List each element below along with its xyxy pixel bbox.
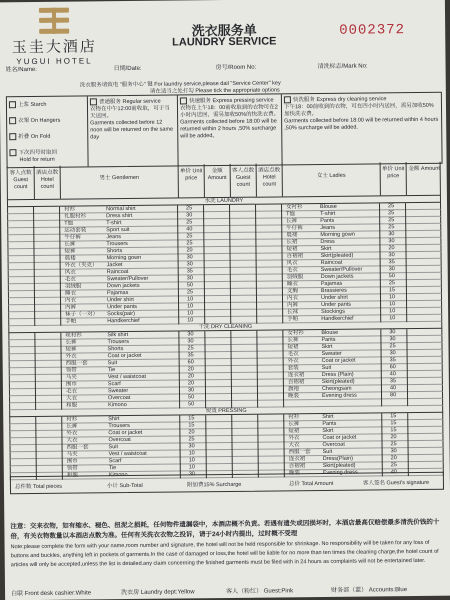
unit-price: 25	[186, 233, 193, 240]
name-field[interactable]: 姓名/Name:	[5, 66, 37, 74]
item-name-en: Pajamas	[320, 280, 343, 287]
item-name-cn: 女衬衫	[287, 330, 304, 337]
item-name-cn: 外衣	[288, 435, 300, 442]
item-name-en: Pants	[321, 336, 336, 343]
item-name-cn: 外衣	[66, 430, 78, 437]
unit-price: 10	[186, 296, 194, 303]
starch-option[interactable]: 上浆 Starch	[9, 100, 85, 109]
item-name-cn: 晚装	[287, 393, 300, 400]
item-name-cn: 和服	[66, 472, 78, 479]
item-name-cn: 西服一套	[288, 449, 311, 456]
date-field[interactable]: 日期/Date:	[113, 65, 142, 73]
unit-price: 30	[388, 231, 395, 238]
item-name-cn: 短裙	[288, 428, 300, 435]
item-name-en: Suit	[321, 364, 332, 371]
tick-note: 请在适当之处打勾 Please tick the appropriate options	[149, 87, 280, 95]
item-name-cn: 大衣	[66, 395, 78, 402]
express-service-option[interactable]: 快速服务 Express pressing service 衣物在上午18：00前收取到的衣物可在2小时内送回，需另加收50%的快洗衣费。 Garments collected before 18:00 will be returned within 2 hours ,50% surcharge will be added。	[177, 94, 282, 165]
item-name-cn: 和服	[66, 402, 78, 409]
item-name-cn: 外衣	[287, 358, 299, 365]
item-name-en: Blouse	[321, 329, 339, 336]
unit-price: 50	[187, 394, 195, 401]
regular-service-option[interactable]: 普通服务 Regular service 衣物在中午12:00前收取，可于当天送回。 Garments collected before 12 noon will be returned on the same day	[87, 95, 178, 166]
unit-price: 30	[388, 252, 395, 259]
item-name-en: Evening dress	[321, 392, 357, 399]
unit-price: 35	[187, 352, 194, 359]
item-name-en: Skirt	[321, 343, 333, 350]
form-title-en: LAUNDRY SERVICE	[172, 35, 277, 49]
item-name-cn: 手帕	[287, 316, 299, 323]
item-name-cn: 长袜	[287, 309, 299, 316]
item-name-en: Handkerchief	[107, 317, 140, 325]
item-name-en: Vest / waistcoat	[108, 450, 147, 458]
item-name-cn: 衬衫	[288, 414, 300, 421]
item-name-cn: 马夹	[65, 374, 77, 381]
unit-price: 35	[388, 259, 395, 266]
item-name-cn: 风衣	[286, 260, 298, 267]
item-name-cn: 牛仔裤	[64, 234, 81, 241]
item-name-cn: 连衣裙	[288, 456, 306, 463]
item-name-cn: 晚装	[288, 470, 300, 477]
unit-price: 10	[389, 301, 396, 308]
section-dry-cleaning: 干洗 DRY CLEANING	[8, 322, 442, 334]
item-name-en: Jacket	[106, 262, 123, 269]
item-name-cn: 毛衣	[286, 267, 298, 274]
item-name-en: Skirt(pleated)	[320, 252, 354, 259]
col-guest-count: 客人点数 Guest count	[9, 170, 32, 191]
item-name-cn: 领带	[65, 367, 77, 374]
unit-price: 25	[388, 210, 395, 217]
item-name-en: Pants	[322, 420, 337, 427]
item-name-en: Under pants	[321, 301, 352, 308]
item-name-cn: 长裤	[66, 423, 78, 430]
item-name-en: Raincoat	[320, 259, 343, 266]
item-name-en: Cheongsam	[321, 385, 352, 392]
item-name-cn: 内裤	[287, 302, 299, 309]
unit-price: 10	[187, 317, 194, 324]
item-name-en: Trousers	[108, 423, 130, 430]
item-name-en: Tie	[107, 367, 116, 374]
item-name-cn: 毛衣	[64, 276, 76, 283]
item-name-cn: 晨褛	[64, 255, 76, 262]
item-name-cn: 短裙	[287, 344, 299, 351]
unit-price: 25	[187, 345, 194, 352]
totals-row	[10, 469, 444, 495]
copy-blue: 财务部（蓝） Accounts:Blue	[331, 587, 408, 594]
fold-checkbox[interactable]	[9, 133, 16, 140]
item-name-cn: 旗袍	[287, 386, 299, 393]
item-name-en: T-shirt	[106, 220, 122, 227]
item-name-en: Pants	[320, 217, 335, 224]
item-name-cn: 短裤	[65, 346, 77, 353]
item-name-cn: 长裤	[65, 339, 77, 346]
item-name-cn: 内衣	[286, 295, 299, 302]
item-name-en: Overcoat	[322, 441, 345, 448]
item-name-cn: 外衣（夹克）	[64, 262, 98, 269]
unit-price: 10	[188, 457, 195, 464]
item-name-cn: 长裤	[288, 421, 300, 428]
unit-price: 20	[390, 455, 397, 462]
item-name-en: Shirt	[322, 413, 334, 420]
unit-price: 25	[186, 240, 193, 247]
unit-price: 30	[186, 212, 193, 219]
item-name-en: Brassieres	[320, 287, 347, 294]
unit-price: 30	[186, 275, 193, 282]
unit-price: 10	[388, 294, 396, 301]
unit-price: 15	[188, 415, 195, 422]
item-name-cn: 百褶裙	[286, 253, 304, 260]
item-name-en: Handkerchief	[321, 315, 354, 322]
item-name-cn: 大衣	[288, 442, 300, 449]
surcharge: 附加费15% Surcharge	[186, 481, 242, 489]
item-name-en: Sweater	[321, 350, 342, 357]
hangers-checkbox[interactable]	[9, 117, 16, 124]
col-amount-ladies: 金额 Amount	[406, 162, 442, 195]
item-name-en: Sweater/Pullover	[320, 266, 363, 273]
item-name-en: Normal shirt	[106, 205, 136, 213]
item-name-cn: 外衣	[65, 353, 77, 360]
service-options	[6, 92, 443, 169]
unit-price: 25	[390, 441, 397, 448]
item-name-en: Jeans	[320, 224, 335, 231]
unit-price: 10	[389, 315, 396, 322]
unit-price: 10	[187, 310, 194, 317]
unit-price: 30	[186, 261, 193, 268]
hold-option[interactable]: 下次四号时取回 Hold for return	[9, 148, 85, 164]
item-name-en: Down jackets	[106, 282, 140, 290]
item-name-en: Jeans	[106, 234, 122, 241]
item-name-cn: 长裙	[286, 239, 298, 246]
unit-price: 40	[390, 469, 397, 476]
item-name-cn: 西服一套	[66, 444, 89, 451]
item-name-en: Skirt	[322, 427, 334, 434]
item-name-en: Under shirt	[320, 294, 348, 301]
item-name-cn: 衬衫	[64, 206, 76, 213]
item-name-cn: 毛衣	[65, 388, 78, 395]
hotel-logo	[9, 7, 100, 66]
form-title-cn: 洗衣服务单	[191, 22, 257, 39]
item-name-cn: 内裤	[65, 304, 77, 311]
unit-price: 20	[390, 434, 397, 441]
item-name-cn: 围巾	[66, 458, 78, 465]
item-name-en: Overcoat	[108, 394, 131, 402]
notes-en: Note:please complete the form with your name,room number and signature, the hotel will not be held responsible for shrinkage. No responsibility will be taken for any loss of buttons and buckles, anything left in pockets of garments.In the case of damaged or loss,the hotel will be liable for no more than ten times the cleaning charge,the hotel count of articles will only be accepted,unless the list is detailed.any claim concerning the finished garments must be filed with in 24 hours as complaints will not be entertained later.	[10, 539, 439, 569]
col-ladies: 女士 Ladies	[282, 162, 380, 196]
item-name-en: Shorts	[106, 248, 123, 255]
item-name-cn: 马夹	[66, 451, 78, 458]
unit-price: 25	[186, 289, 194, 296]
item-name-cn: 衬衫	[66, 416, 78, 423]
col-amount-men: 金额 Amount	[204, 164, 230, 197]
item-name-cn: 丝衬衫	[65, 332, 82, 339]
express-cleaning-option[interactable]: 快洗服务 Express dry cleaning service 下午18：00前收到的衣物，可在四小时内送回，需另加收50%加快洗衣费。 Garments collected before 18:00 will be returned within 4 hours ,50% surcharge will be added.	[281, 93, 442, 165]
item-name-en: Suit	[322, 448, 333, 455]
item-name-cn: 内衣	[64, 297, 77, 304]
col-gentlemen: 男士 Gentlemen	[60, 164, 178, 198]
item-name-cn: 羽绒服	[286, 274, 304, 281]
item-name-cn: 文胸	[286, 288, 298, 295]
item-name-cn: 百褶裙	[287, 379, 305, 386]
unit-price: 10	[187, 303, 194, 310]
unit-price: 40	[389, 371, 396, 378]
unit-price: 10	[188, 464, 195, 471]
hold-checkbox[interactable]	[9, 149, 16, 156]
unit-price: 50	[186, 282, 194, 289]
unit-price: 30	[186, 254, 193, 261]
unit-price: 25	[388, 217, 395, 224]
unit-price: 20	[188, 429, 195, 436]
unit-price: 30	[390, 448, 397, 455]
item-name-en: Sweater	[107, 388, 129, 395]
item-name-en: Coat or jacket	[321, 357, 356, 364]
unit-price: 10	[188, 450, 195, 457]
item-name-cn: 短裤	[64, 248, 76, 255]
item-name-en: Shirt	[108, 416, 120, 423]
item-name-en: Dress	[320, 238, 335, 245]
item-name-en: Skirt	[320, 245, 332, 252]
item-name-en: Scarf	[107, 381, 121, 388]
item-name-cn: 风衣	[64, 269, 76, 276]
room-field[interactable]: 房号/Room No:	[215, 64, 257, 72]
item-name-en: Kimono	[108, 402, 127, 409]
service-call-note: 洗衣服务请致电 "服务中心" 键 For laundry service,please dail "Service Center" key	[79, 80, 281, 89]
unit-price: 10	[389, 308, 396, 315]
item-name-en: Morning gown	[106, 254, 142, 262]
item-name-en: Coat or jacket	[322, 434, 357, 441]
item-name-en: Shorts	[107, 346, 124, 353]
item-name-en: Raincoat	[106, 269, 129, 276]
unit-price: 20	[187, 380, 195, 387]
item-name-cn: 套装	[287, 365, 299, 372]
unit-price: 30	[187, 338, 194, 345]
unit-price: 60	[389, 364, 396, 371]
item-name-en: Sport suit	[106, 226, 130, 234]
starch-checkbox[interactable]	[9, 101, 16, 108]
unit-price: 25	[390, 462, 397, 469]
item-name-cn: 运动套装	[64, 227, 87, 234]
unit-price: 25	[186, 205, 193, 212]
unit-price: 60	[187, 359, 194, 366]
item-name-cn: 毛衣	[287, 351, 299, 358]
unit-price: 40	[389, 385, 397, 392]
item-name-cn: 百褶裙	[288, 463, 306, 470]
item-name-cn: 礼服衬衫	[64, 213, 87, 220]
item-name-en: Pajamas	[106, 290, 129, 297]
item-name-en: Evening dress	[322, 469, 358, 476]
unit-price: 15	[390, 420, 397, 427]
unit-price: 30	[388, 238, 395, 245]
unit-price: 20	[186, 247, 193, 254]
unit-price: 15	[188, 422, 195, 429]
item-name-cn: 羽绒服	[64, 283, 82, 290]
item-name-en: Dress shirt	[106, 212, 133, 220]
fold-option[interactable]: 折叠 On Fold	[9, 132, 85, 141]
item-name-cn: 领带	[66, 465, 78, 472]
item-name-en: Dress(Plain)	[322, 455, 353, 462]
unit-price: 25	[388, 203, 395, 210]
unit-price: 30	[187, 387, 195, 394]
notes-cn: 注意：交来衣物，如有缩水、褪色、扭泥之损耗，任何物件遗漏袋中，本酒店概不负责。若遇有遗失或因损坏时，本酒店最高仅赔偿最多清洗价钱的十倍，有关衣物数量以本酒店点数为准。任何有关洗衣衣物之投诉，请于24小时内提出，过时概不受理	[10, 518, 440, 541]
item-name-en: Overcoat	[108, 436, 131, 444]
unit-price: 20	[388, 245, 395, 252]
item-name-en: Socks(pair)	[107, 310, 135, 318]
item-name-en: Skirt(pleated)	[321, 378, 355, 385]
item-name-en: Stockings	[321, 308, 346, 315]
item-name-en: Dress (Plain)	[321, 371, 354, 378]
item-name-cn: 围巾	[65, 381, 77, 388]
col-hotel-count-ladies: 酒店点数 Hotel count	[256, 163, 282, 196]
item-name-cn: 女衬衫	[286, 204, 303, 211]
item-name-cn: 大衣	[66, 437, 78, 444]
copy-white: 白联 Front desk cashier:White	[11, 590, 92, 598]
unit-price: 30	[389, 336, 396, 343]
express-cleaning-checkbox[interactable]	[284, 96, 291, 103]
item-name-cn: 牛仔裤	[286, 225, 303, 232]
item-name-cn: 西服一套	[65, 360, 88, 367]
item-name-en: Trousers	[106, 241, 128, 248]
copy-yellow: 洗衣房 Laundry dept:Yellow	[121, 589, 195, 597]
unit-price: 80	[389, 392, 397, 399]
item-name-cn: T恤	[286, 211, 296, 218]
regular-checkbox[interactable]	[90, 98, 97, 105]
item-name-cn: 长裤	[64, 241, 76, 248]
item-name-en: Blouse	[320, 203, 337, 210]
unit-price: 25	[388, 280, 396, 287]
item-name-en: T-shirt	[320, 210, 336, 217]
item-name-en: Under pants	[107, 303, 138, 311]
item-name-en: Coat or jacket	[108, 429, 143, 437]
item-name-en: Silk shirt	[107, 332, 129, 339]
item-name-en: Scarf	[108, 458, 122, 465]
hotel-name-en: YUGUI HOTEL	[16, 56, 93, 67]
unit-price: 20	[187, 373, 194, 380]
item-name-cn: 睡衣	[286, 281, 298, 288]
unit-price: 15	[390, 413, 397, 420]
mark-field[interactable]: 清洗标志/Mark No:	[317, 63, 368, 71]
item-name-en: Suit	[108, 444, 119, 451]
hangers-option[interactable]: 衣架 On Hangers	[9, 116, 85, 125]
unit-price: 20	[187, 366, 194, 373]
hotel-name-cn: 玉圭大酒店	[11, 37, 97, 57]
section-pressing: 熨烫 PRESSING	[9, 406, 443, 418]
unit-price: 35	[186, 268, 193, 275]
item-name-cn: 袜子（一对）	[65, 311, 99, 318]
unit-price: 35	[389, 378, 397, 385]
unit-price: 15	[390, 427, 397, 434]
unit-price: 25	[388, 224, 395, 231]
item-name-en: Suit	[107, 360, 118, 367]
unit-price: 15	[388, 287, 396, 294]
item-name-cn: 长裤	[287, 337, 299, 344]
item-name-cn: 晨褛	[286, 232, 298, 239]
item-name-en: Sweater/Pullover	[106, 275, 149, 283]
item-name-cn: 手帕	[65, 318, 77, 325]
item-name-cn: 长裤	[286, 218, 298, 225]
col-unit-price-ladies: 单价 Unit price	[380, 162, 406, 195]
item-name-en: Trousers	[107, 339, 129, 346]
item-name-en: Skirt(pleated)	[322, 462, 356, 469]
item-name-en: Coat or jacket	[107, 352, 142, 360]
unit-price: 50	[188, 401, 195, 408]
col-guest-count-ladies: 客人点数 Guest count	[230, 164, 256, 197]
item-name-cn: T恤	[64, 220, 74, 227]
unit-price: 30	[187, 331, 194, 338]
unit-price: 50	[388, 273, 395, 280]
item-name-en: Morning gown	[320, 231, 355, 238]
express-checkbox[interactable]	[180, 97, 187, 104]
unit-price: 30	[389, 350, 396, 357]
col-unit-price-men: 单价 Unit price	[178, 164, 204, 197]
unit-price: 30	[389, 329, 396, 336]
item-name-cn: 短裙	[286, 246, 298, 253]
item-name-cn: 连衣裙	[287, 372, 305, 379]
unit-price: 30	[188, 471, 195, 478]
item-name-en: Vest / waistcoat	[107, 373, 147, 381]
table-header	[7, 162, 441, 201]
guest-signature[interactable]: 客人签名 Guest's signature	[362, 479, 430, 487]
item-name-en: Kimono	[108, 472, 128, 479]
unit-price: 30	[188, 443, 195, 450]
item-name-en: Under shirt	[106, 296, 134, 304]
unit-price: 25	[389, 343, 396, 350]
unit-price: 35	[389, 357, 396, 364]
unit-price: 40	[186, 226, 193, 233]
copy-pink: 客人（粉红） Guest:Pink	[226, 588, 294, 596]
col-hotel-count: 酒店点数 Hotel count	[34, 166, 60, 199]
unit-price: 25	[186, 219, 193, 226]
item-name-en: Tie	[108, 465, 117, 472]
serial-number: 0002372	[339, 22, 406, 39]
total-pieces: 总件数 Total pieces	[14, 483, 63, 491]
subtotal: 小计 Sub-Total	[106, 482, 143, 490]
item-name-cn: 睡衣	[64, 290, 76, 297]
section-laundry: 水洗 LAUNDRY	[7, 196, 441, 208]
unit-price: 25	[188, 436, 195, 443]
item-name-en: Down jackets	[320, 273, 354, 280]
unit-price: 30	[388, 266, 395, 273]
copy-distribution	[11, 584, 447, 598]
total-amount: 总价 Total Amount	[288, 480, 334, 488]
hotel-logo-mark-icon	[37, 8, 71, 34]
